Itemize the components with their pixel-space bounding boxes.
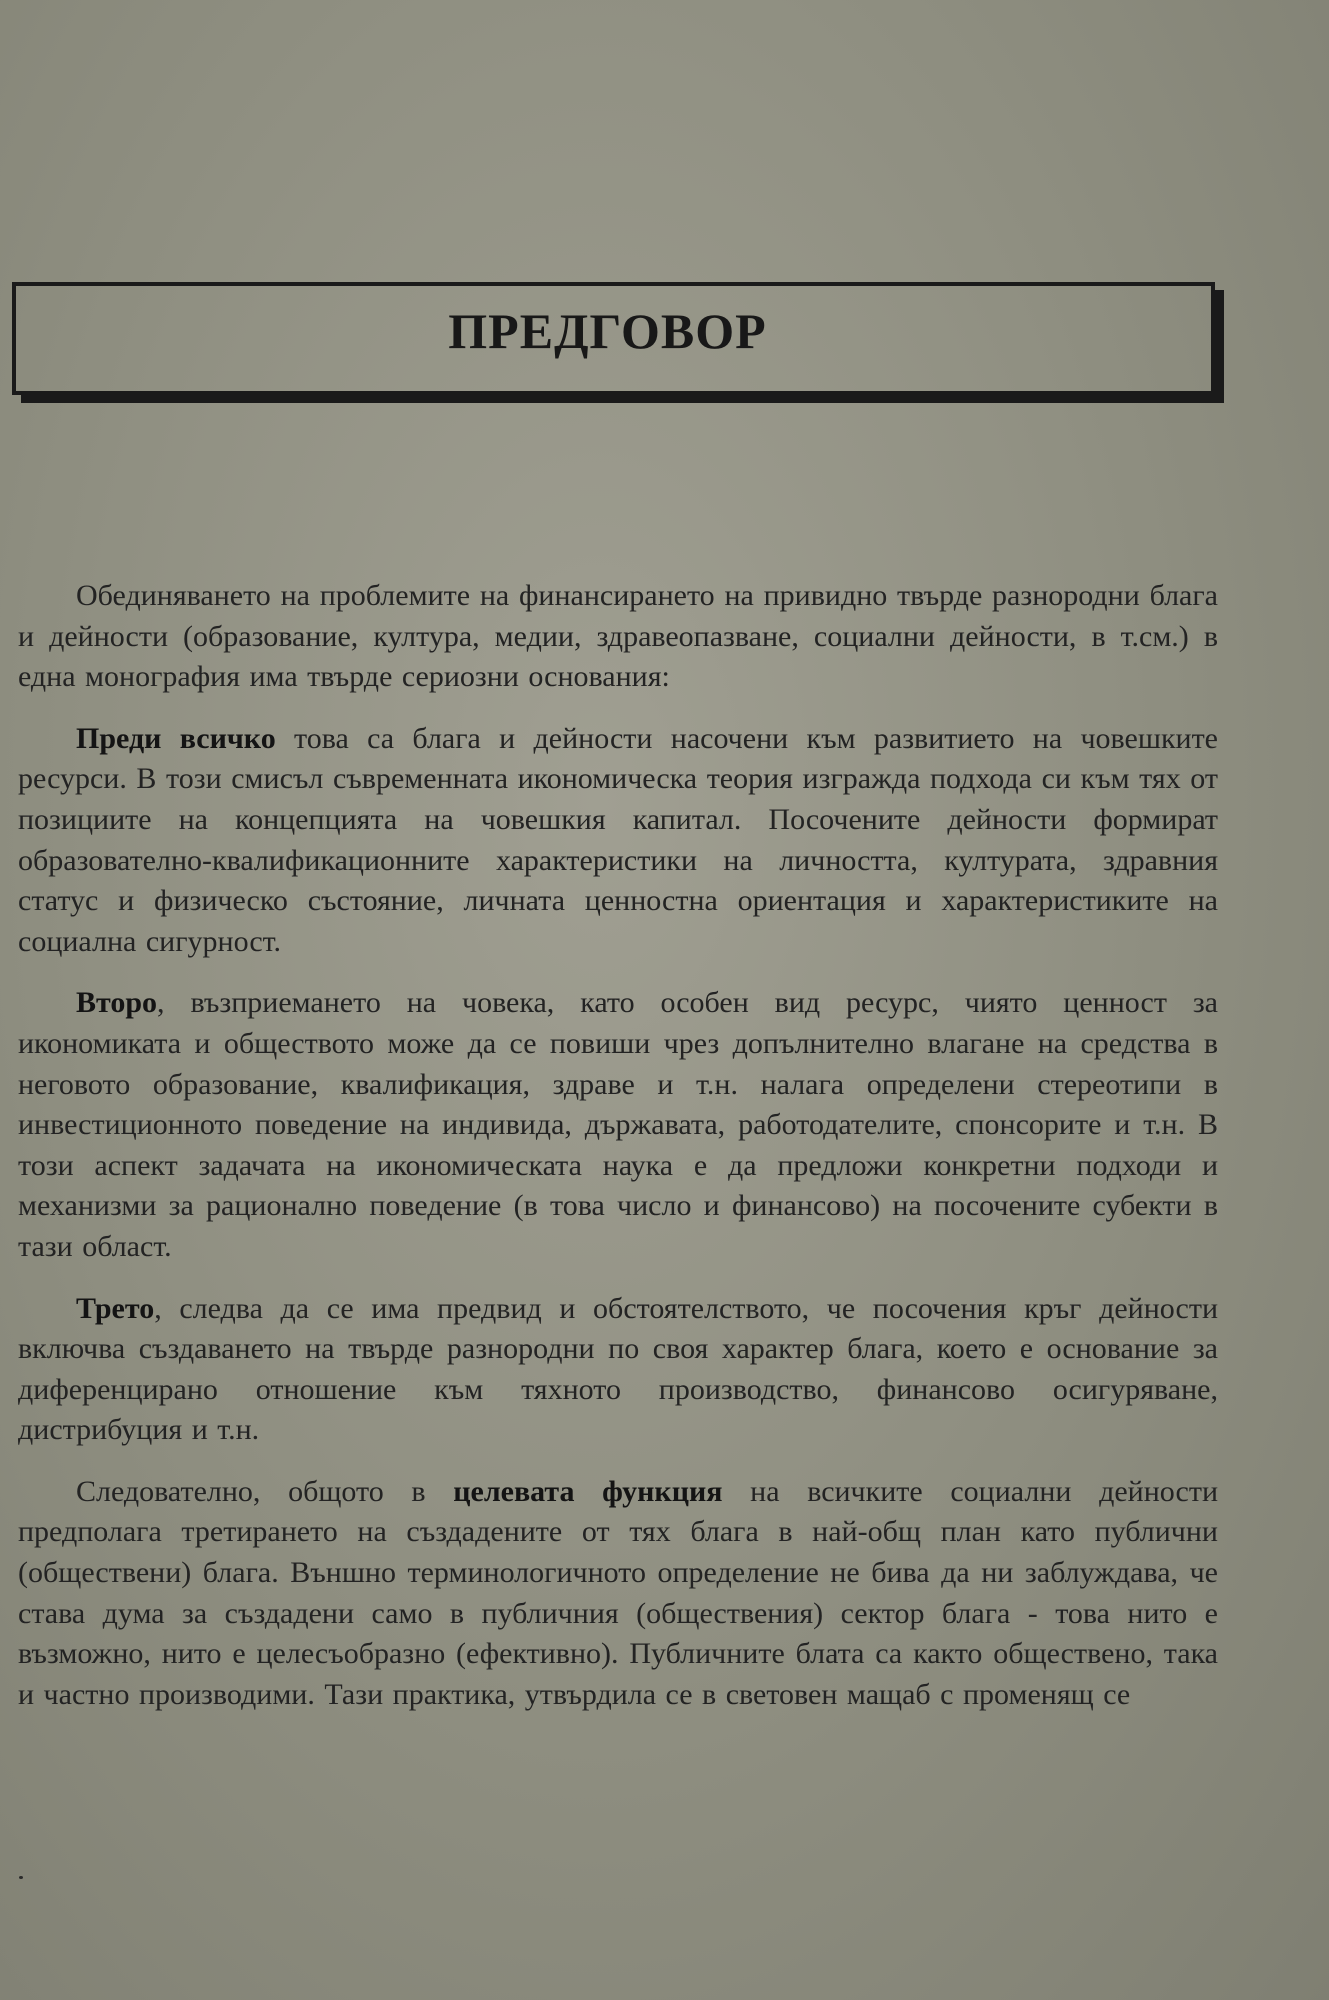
- paragraph-1: [18, 576, 1218, 698]
- paragraph-3-lead: Второ: [76, 986, 158, 1020]
- paragraph-4: [18, 1289, 1218, 1451]
- paragraph-3-text: , възприемането на човека, като особен вид ресурс, чиято ценност за икономиката и обществото може да се повиши чрез допълнително влагане на средства в неговото образование, квалификация, здраве и т.н. налага определени стереотипи в инвестиционното поведение на индивида, държавата, работодателите, спонсорите и т.н. В този аспект задачата на икономическата наука е да предложи конкретни подходи и механизми за рационално поведение (в това число и финансово) на посочените субекти в тази област.: [18, 986, 1218, 1263]
- paragraph-5-bold: целевата функция: [453, 1474, 723, 1508]
- page-title: ПРЕДГОВОР: [448, 302, 767, 359]
- paragraph-5-text-after: на всичките социални дейности предполага третирането на създадените от тях блага в най-общ план като публични (обществени) блага. Външно терминологичното определение не бива да ни заблуждава, че става дума за създадени само в публичния (обществения) сектор блага - това нито е възможно, нито е целесъобразно (ефективно). Публичните блата са както обществено, така и частно производими. Тази практика, утвърдила се в световен мащаб с променящ се: [18, 1474, 1218, 1711]
- paragraph-5-text-before: Следователно, общото в: [76, 1474, 454, 1508]
- paragraph-1-text: Обединяването на проблемите на финансирането на привидно твърде разнородни блага и дейности (образование, култура, медии, здравеопазване, социални дейности, в т.см.) в една монография има твърде сериозни основания:: [18, 579, 1218, 694]
- paragraph-2: [18, 719, 1218, 963]
- paragraph-5: [18, 1472, 1218, 1716]
- paper-speck: [19, 1876, 23, 1879]
- text-body: [18, 576, 1218, 1736]
- paragraph-2-text: това са блага и дейности насочени към развитието на човешките ресурси. В този смисъл съвременната икономическа теория изгражда подхода си към тях от позициите на концепцията на човешкия капитал. Посочените дейности формират образователно-квалификационните характеристики на личността, културата, здравния статус и физическо състояние, личната ценностна ориентация и характеристиките на социална сигурност.: [18, 721, 1218, 958]
- paragraph-3: [18, 983, 1218, 1267]
- title-box: [12, 282, 1215, 395]
- paragraph-4-lead: Трето: [76, 1291, 155, 1325]
- paragraph-2-lead: Преди всичко: [76, 721, 276, 755]
- paragraph-4-text: , следва да се има предвид и обстоятелството, че посочения кръг дейности включва създаването на твърде разнородни по своя характер блага, което е основание за диференцирано отношение към тяхното производство, финансово осигуряване, дистрибуция и т.н.: [18, 1291, 1218, 1447]
